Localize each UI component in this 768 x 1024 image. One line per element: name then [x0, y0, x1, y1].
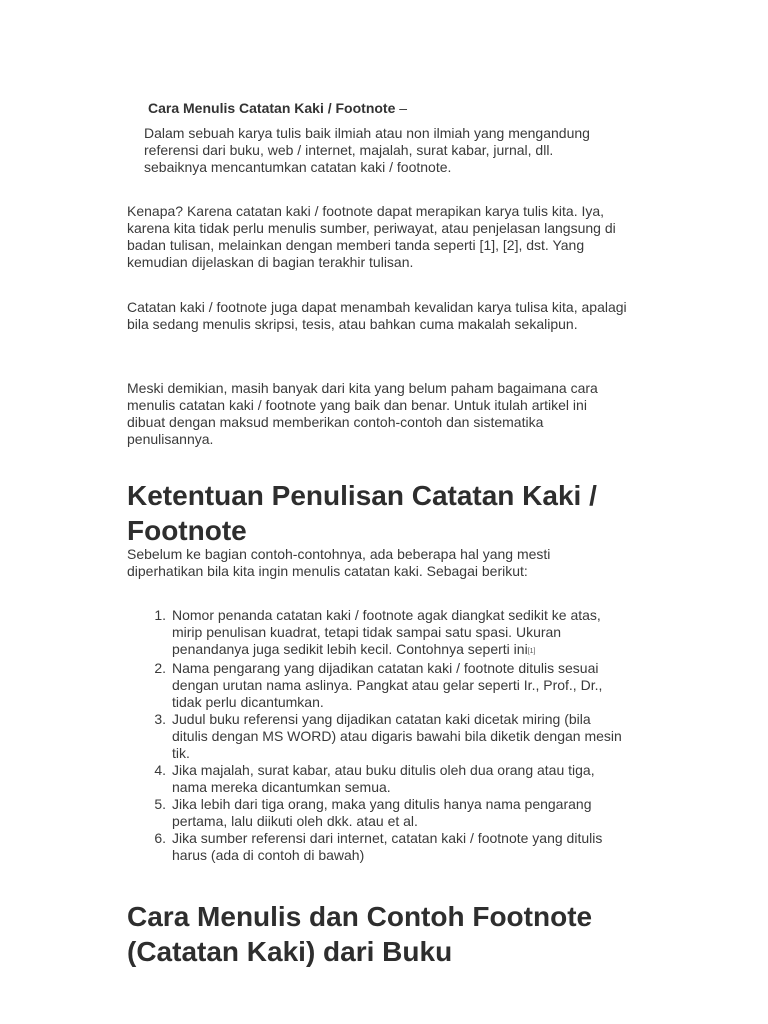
paragraph-kenapa: Kenapa? Karena catatan kaki / footnote dapat merapikan karya tulis kita. Iya, karena kita tidak perlu menulis sumber, periwayat, atau penjelasan langsung di badan tulisan, melainkan dengan memberi tanda seperti [1], [2], dst. Yang kemudian dijelaskan di bagian terakhir tulisan.	[127, 203, 616, 270]
list-number: 6.	[154, 830, 166, 846]
list-text: Nomor penanda catatan kaki / footnote agak diangkat sedikit ke atas, mirip penulisan kuadrat, tetapi tidak sampai satu spasi. Ukuran penandanya juga sedikit lebih kecil. Contohnya seperti ini	[172, 607, 601, 657]
list-item	[154, 607, 627, 660]
intro-paragraph: Dalam sebuah karya tulis baik ilmiah atau non ilmiah yang mengandung referensi dari buku, web / internet, majalah, surat kabar, jurnal, dll. sebaiknya mencantumkan catatan kaki / footnote.	[144, 125, 590, 175]
intro-title	[148, 100, 407, 116]
intro-title-dash: –	[395, 100, 408, 116]
list-text: Judul buku referensi yang dijadikan catatan kaki dicetak miring (bila ditulis dengan MS WORD) atau digaris bawahi bila diketik dengan mesin tik.	[172, 711, 622, 761]
list-text: Jika majalah, surat kabar, atau buku ditulis oleh dua orang atau tiga, nama mereka dicantumkan semua.	[172, 762, 595, 795]
list-item	[154, 796, 627, 830]
heading-contoh-footnote: Cara Menulis dan Contoh Footnote (Catatan Kaki) dari Buku	[127, 901, 593, 967]
rules-list	[127, 607, 627, 864]
list-item	[154, 830, 627, 864]
list-item	[154, 711, 627, 762]
list-number: 3.	[154, 711, 166, 727]
list-item	[154, 660, 627, 711]
list-number: 4.	[154, 762, 166, 778]
footnote-marker[interactable]: [1]	[527, 648, 536, 655]
ketentuan-lead: Sebelum ke bagian contoh-contohnya, ada beberapa hal yang mesti diperhatikan bila kita ingin menulis catatan kaki. Sebagai berikut:	[127, 546, 551, 579]
heading-ketentuan: Ketentuan Penulisan Catatan Kaki / Footnote	[127, 480, 597, 546]
list-text: Jika lebih dari tiga orang, maka yang ditulis hanya nama pengarang pertama, lalu diikuti oleh dkk. atau et al.	[172, 796, 592, 829]
paragraph-meski: Meski demikian, masih banyak dari kita yang belum paham bagaimana cara menulis catatan kaki / footnote yang baik dan benar. Untuk itulah artikel ini dibuat dengan maksud memberikan contoh-contoh dan sistematika penulisannya.	[127, 380, 598, 447]
paragraph-kevalidan: Catatan kaki / footnote juga dapat menambah kevalidan karya tulisa kita, apalagi bila sedang menulis skripsi, tesis, atau bahkan cuma makalah sekalipun.	[127, 299, 627, 332]
list-item	[154, 762, 627, 796]
list-number: 1.	[154, 607, 166, 623]
list-text: Jika sumber referensi dari internet, catatan kaki / footnote yang ditulis harus (ada di contoh di bawah)	[172, 830, 603, 863]
list-text: Nama pengarang yang dijadikan catatan kaki / footnote ditulis sesuai dengan urutan nama aslinya. Pangkat atau gelar seperti Ir., Prof., Dr., tidak perlu dicantumkan.	[172, 660, 603, 710]
intro-title-bold: Cara Menulis Catatan Kaki / Footnote	[148, 100, 396, 116]
list-number: 5.	[154, 796, 166, 812]
list-number: 2.	[154, 660, 166, 676]
